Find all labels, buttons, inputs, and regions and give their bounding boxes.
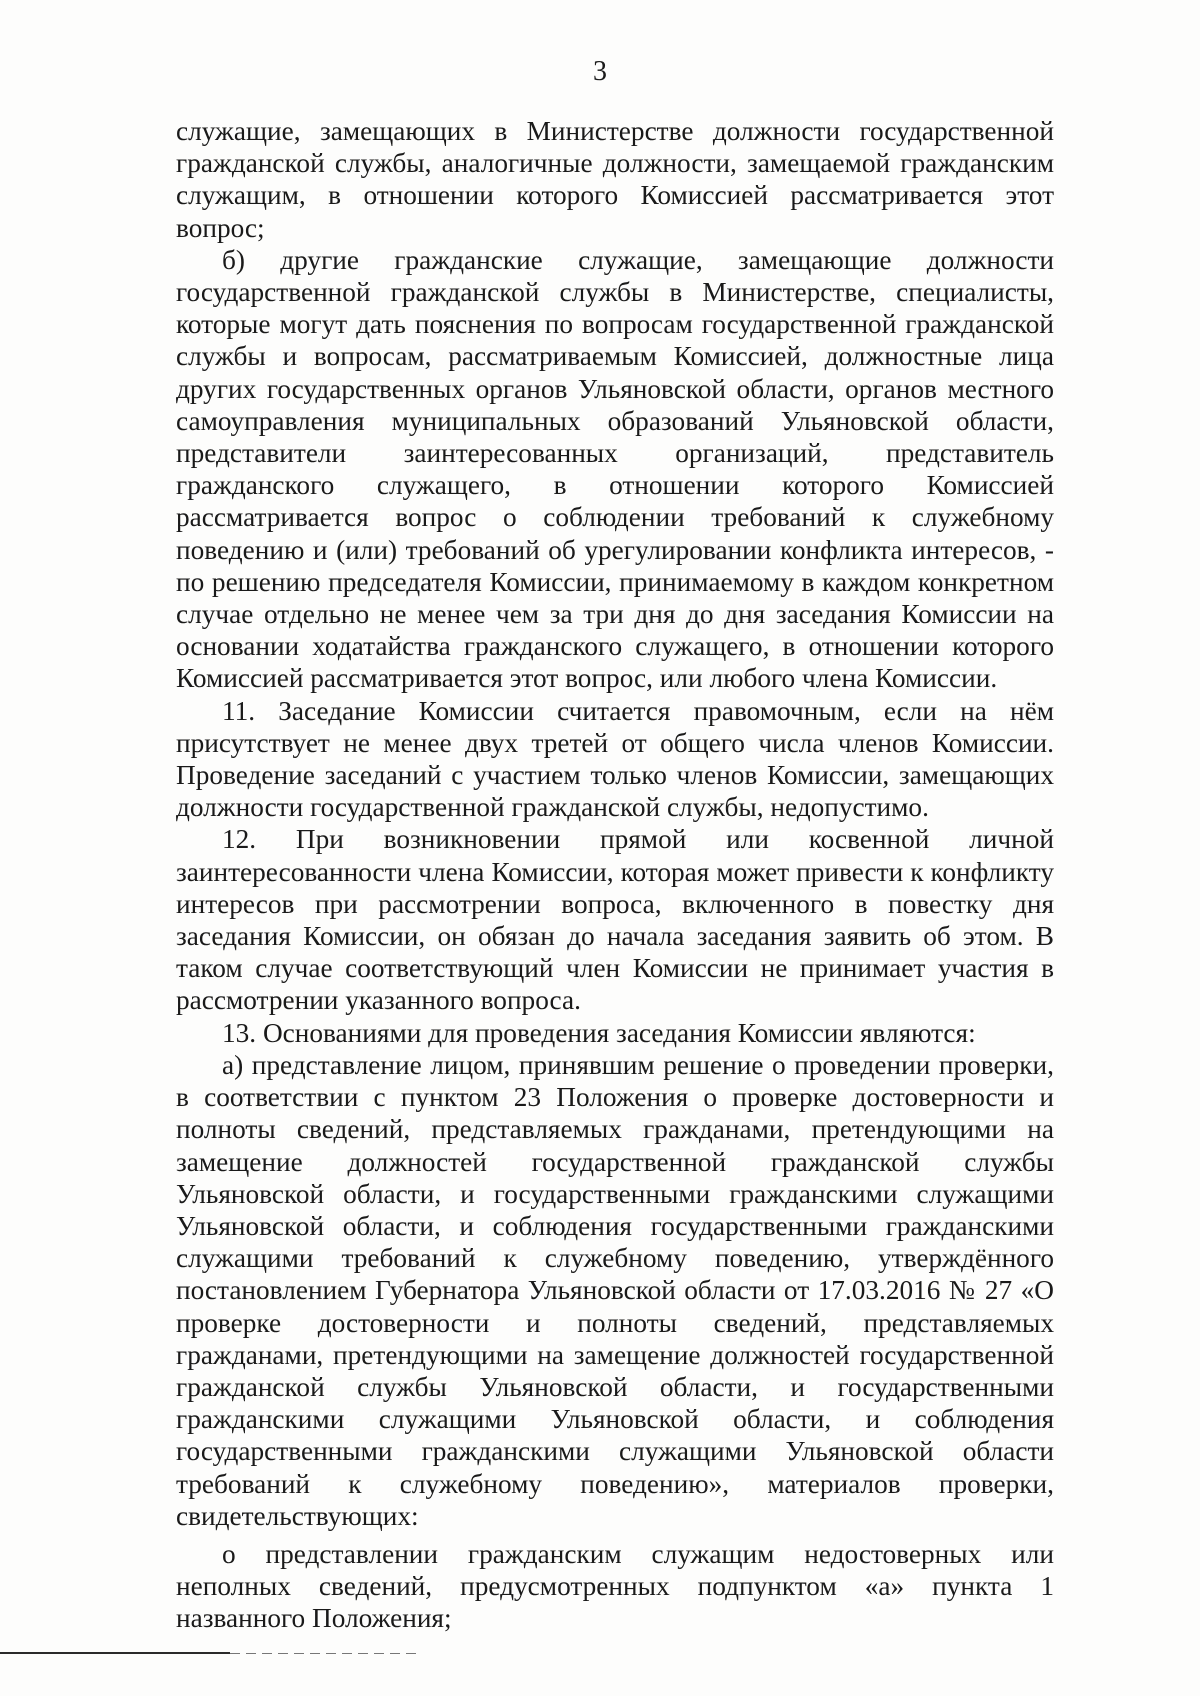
paragraph-continuation: служащие, замещающих в Министерстве должности государственной гражданской службы, аналогичные должности, замещаемой гражданским служащим, в отношении которого Комиссией рассматривается этот вопрос;: [176, 116, 1054, 243]
document-body: [176, 115, 1054, 1635]
paragraph-13: 13. Основаниями для проведения заседания Комиссии являются:: [222, 1017, 976, 1048]
paragraph-12: 12. При возникновении прямой или косвенной личной заинтересованности члена Комиссии, которая может привести к конфликту интересов при рассмотрении вопроса, включенного в повестку дня заседания Комиссии, он обязан до начала заседания заявить об этом. В таком случае соответствующий член Комиссии не принимает участия в рассмотрении указанного вопроса.: [176, 824, 1054, 1016]
footer-rule: [0, 1652, 230, 1654]
paragraph-13-item-a: а) представление лицом, принявшим решение о проведении проверки, в соответствии с пунктом 23 Положения о проверке достоверности и полноты сведений, представляемых гражданами, претендующими на замещение должностей государственной гражданской службы Ульяновской области, и государственными гражданскими служащими Ульяновской области, и соблюдения государственными гражданскими служащими требований к служебному поведению, утверждённого постановлением Губернатора Ульяновской области от 17.03.2016 № 27 «О проверке достоверности и полноты сведений, представляемых гражданами, претендующими на замещение должностей государственной гражданской службы Ульяновской области, и государственными гражданскими служащими Ульяновской области, и соблюдения государственными гражданскими служащими Ульяновской области требований к служебному поведению», материалов проверки, свидетельствующих:: [176, 1049, 1054, 1531]
paragraph-13-a-bullet: о представлении гражданским служащим недостоверных или неполных сведений, предусмотренных подпунктом «а» пункта 1 названного Положения;: [176, 1538, 1054, 1634]
page-number: 3: [593, 56, 607, 87]
paragraph-11: 11. Заседание Комиссии считается правомочным, если на нём присутствует не менее двух третей от общего числа членов Комиссии. Проведение заседаний с участием только членов Комиссии, замещающих должности государственной гражданской службы, недопустимо.: [176, 695, 1054, 823]
paragraph-item-b: б) другие гражданские служащие, замещающие должности государственной гражданской службы в Министерстве, специалисты, которые могут дать пояснения по вопросам государственной гражданской службы и вопросам, рассматриваемым Комиссией, должностные лица других государственных органов Ульяновской области, органов местного самоуправления муниципальных образований Ульяновской области, представители заинтересованных организаций, представитель гражданского служащего, в отношении которого Комиссией рассматривается вопрос о соблюдении требований к служебному поведению и (или) требований об урегулировании конфликта интересов, - по решению председателя Комиссии, принимаемому в каждом конкретном случае отдельно не менее чем за три дня до дня заседания Комиссии на основании ходатайства гражданского служащего, в отношении которого Комиссией рассматривается этот вопрос, или любого члена Комиссии.: [176, 244, 1054, 694]
footer-rule-faint: [230, 1653, 420, 1654]
